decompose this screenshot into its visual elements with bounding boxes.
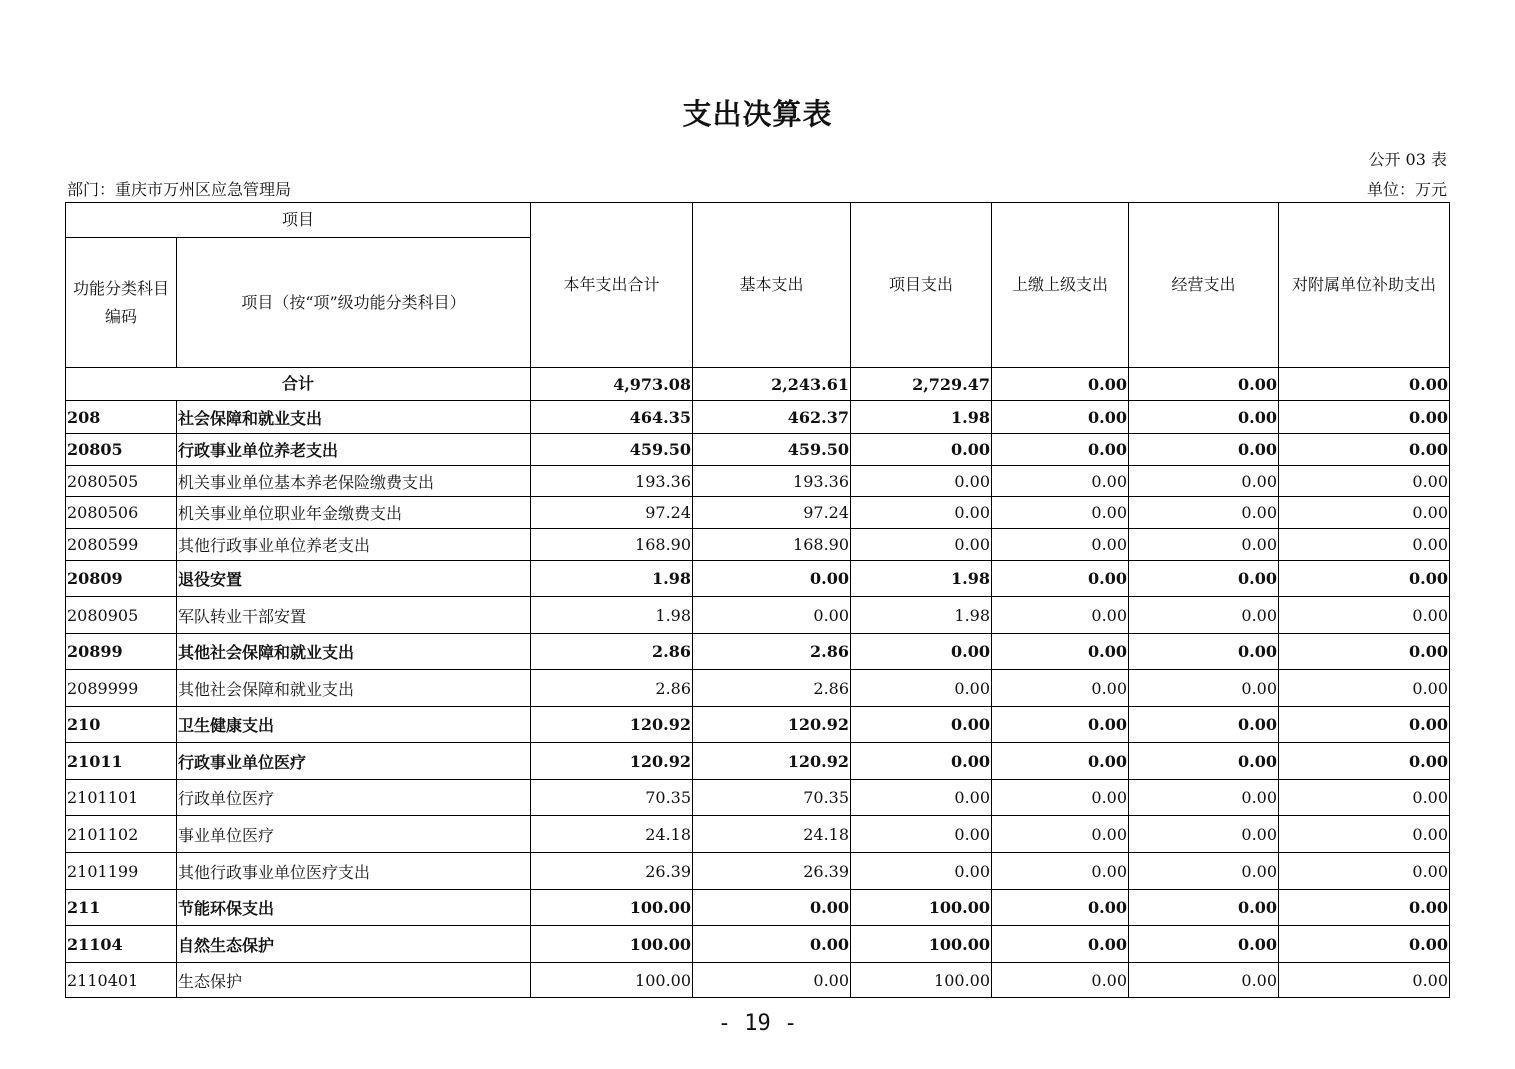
cell-subsidy: 0.00 bbox=[1279, 853, 1450, 890]
table-row bbox=[66, 634, 1450, 670]
cell-code: 208 bbox=[66, 401, 177, 434]
cell-code: 21011 bbox=[66, 743, 177, 780]
cell-basic: 120.92 bbox=[693, 707, 851, 743]
cell-upper: 0.00 bbox=[992, 963, 1129, 998]
table-row bbox=[66, 926, 1450, 963]
table-row bbox=[66, 434, 1450, 466]
cell-upper: 0.00 bbox=[992, 401, 1129, 434]
cell-code: 210 bbox=[66, 707, 177, 743]
expenditure-table bbox=[65, 202, 1450, 998]
cell-upper: 0.00 bbox=[992, 466, 1129, 497]
cell-business: 0.00 bbox=[1129, 561, 1279, 597]
cell-code: 2101101 bbox=[66, 780, 177, 816]
cell-project: 100.00 bbox=[851, 926, 992, 963]
cell-upper: 0.00 bbox=[992, 670, 1129, 707]
cell-basic: 168.90 bbox=[693, 529, 851, 561]
cell-business: 0.00 bbox=[1129, 529, 1279, 561]
summary-business: 0.00 bbox=[1129, 368, 1279, 401]
cell-basic: 0.00 bbox=[693, 926, 851, 963]
cell-project: 0.00 bbox=[851, 707, 992, 743]
cell-basic: 0.00 bbox=[693, 597, 851, 634]
cell-code: 20899 bbox=[66, 634, 177, 670]
cell-basic: 0.00 bbox=[693, 963, 851, 998]
cell-total: 100.00 bbox=[531, 926, 693, 963]
table-row bbox=[66, 597, 1450, 634]
header-subsidy: 对附属单位补助支出 bbox=[1279, 203, 1450, 368]
cell-upper: 0.00 bbox=[992, 707, 1129, 743]
cell-upper: 0.00 bbox=[992, 497, 1129, 529]
cell-project: 0.00 bbox=[851, 634, 992, 670]
cell-business: 0.00 bbox=[1129, 890, 1279, 926]
cell-project: 0.00 bbox=[851, 780, 992, 816]
cell-total: 2.86 bbox=[531, 670, 693, 707]
cell-total: 100.00 bbox=[531, 890, 693, 926]
cell-basic: 2.86 bbox=[693, 634, 851, 670]
cell-subsidy: 0.00 bbox=[1279, 634, 1450, 670]
cell-subsidy: 0.00 bbox=[1279, 890, 1450, 926]
cell-basic: 462.37 bbox=[693, 401, 851, 434]
table-row bbox=[66, 816, 1450, 853]
cell-name: 其他行政事业单位医疗支出 bbox=[177, 853, 531, 890]
cell-upper: 0.00 bbox=[992, 597, 1129, 634]
cell-subsidy: 0.00 bbox=[1279, 743, 1450, 780]
cell-code: 20809 bbox=[66, 561, 177, 597]
cell-subsidy: 0.00 bbox=[1279, 434, 1450, 466]
cell-basic: 97.24 bbox=[693, 497, 851, 529]
cell-project: 0.00 bbox=[851, 497, 992, 529]
table-row bbox=[66, 670, 1450, 707]
cell-upper: 0.00 bbox=[992, 816, 1129, 853]
cell-basic: 26.39 bbox=[693, 853, 851, 890]
cell-business: 0.00 bbox=[1129, 497, 1279, 529]
cell-subsidy: 0.00 bbox=[1279, 401, 1450, 434]
cell-total: 464.35 bbox=[531, 401, 693, 434]
cell-name: 社会保障和就业支出 bbox=[177, 401, 531, 434]
cell-basic: 0.00 bbox=[693, 890, 851, 926]
cell-name: 退役安置 bbox=[177, 561, 531, 597]
summary-project: 2,729.47 bbox=[851, 368, 992, 401]
header-code: 功能分类科目编码 bbox=[66, 238, 177, 368]
cell-project: 0.00 bbox=[851, 853, 992, 890]
cell-basic: 459.50 bbox=[693, 434, 851, 466]
cell-code: 21104 bbox=[66, 926, 177, 963]
cell-subsidy: 0.00 bbox=[1279, 529, 1450, 561]
cell-project: 0.00 bbox=[851, 743, 992, 780]
cell-business: 0.00 bbox=[1129, 466, 1279, 497]
cell-subsidy: 0.00 bbox=[1279, 707, 1450, 743]
cell-project: 1.98 bbox=[851, 597, 992, 634]
cell-total: 120.92 bbox=[531, 743, 693, 780]
cell-business: 0.00 bbox=[1129, 963, 1279, 998]
cell-business: 0.00 bbox=[1129, 670, 1279, 707]
cell-name: 行政事业单位医疗 bbox=[177, 743, 531, 780]
cell-project: 0.00 bbox=[851, 529, 992, 561]
cell-basic: 2.86 bbox=[693, 670, 851, 707]
cell-code: 2080905 bbox=[66, 597, 177, 634]
summary-label: 合计 bbox=[66, 368, 531, 401]
cell-total: 1.98 bbox=[531, 561, 693, 597]
header-project: 项目支出 bbox=[851, 203, 992, 368]
cell-total: 2.86 bbox=[531, 634, 693, 670]
cell-code: 2101199 bbox=[66, 853, 177, 890]
table-row bbox=[66, 890, 1450, 926]
cell-subsidy: 0.00 bbox=[1279, 497, 1450, 529]
cell-business: 0.00 bbox=[1129, 707, 1279, 743]
header-basic: 基本支出 bbox=[693, 203, 851, 368]
cell-name: 其他社会保障和就业支出 bbox=[177, 634, 531, 670]
cell-total: 100.00 bbox=[531, 963, 693, 998]
page-title: 支出决算表 bbox=[682, 97, 833, 131]
cell-total: 97.24 bbox=[531, 497, 693, 529]
cell-name: 生态保护 bbox=[177, 963, 531, 998]
cell-project: 0.00 bbox=[851, 670, 992, 707]
cell-code: 2080599 bbox=[66, 529, 177, 561]
cell-upper: 0.00 bbox=[992, 434, 1129, 466]
cell-upper: 0.00 bbox=[992, 890, 1129, 926]
cell-basic: 24.18 bbox=[693, 816, 851, 853]
cell-upper: 0.00 bbox=[992, 529, 1129, 561]
summary-row bbox=[66, 368, 1450, 401]
table-row bbox=[66, 707, 1450, 743]
cell-upper: 0.00 bbox=[992, 853, 1129, 890]
table-row bbox=[66, 853, 1450, 890]
table-row bbox=[66, 401, 1450, 434]
cell-code: 2080506 bbox=[66, 497, 177, 529]
cell-subsidy: 0.00 bbox=[1279, 597, 1450, 634]
cell-subsidy: 0.00 bbox=[1279, 780, 1450, 816]
summary-subsidy: 0.00 bbox=[1279, 368, 1450, 401]
form-number: 公开 03 表 bbox=[1368, 150, 1447, 169]
cell-name: 行政单位医疗 bbox=[177, 780, 531, 816]
unit-label: 单位：万元 bbox=[1366, 180, 1447, 199]
cell-name: 自然生态保护 bbox=[177, 926, 531, 963]
cell-basic: 0.00 bbox=[693, 561, 851, 597]
cell-name: 卫生健康支出 bbox=[177, 707, 531, 743]
cell-project: 1.98 bbox=[851, 561, 992, 597]
header-total: 本年支出合计 bbox=[531, 203, 693, 368]
cell-business: 0.00 bbox=[1129, 401, 1279, 434]
cell-total: 1.98 bbox=[531, 597, 693, 634]
cell-project: 0.00 bbox=[851, 434, 992, 466]
table-row bbox=[66, 963, 1450, 998]
table-row bbox=[66, 780, 1450, 816]
header-item: 项目 bbox=[66, 203, 531, 238]
cell-project: 0.00 bbox=[851, 466, 992, 497]
cell-upper: 0.00 bbox=[992, 634, 1129, 670]
cell-subsidy: 0.00 bbox=[1279, 670, 1450, 707]
cell-project: 100.00 bbox=[851, 963, 992, 998]
cell-total: 70.35 bbox=[531, 780, 693, 816]
cell-business: 0.00 bbox=[1129, 816, 1279, 853]
table-row bbox=[66, 497, 1450, 529]
header-business: 经营支出 bbox=[1129, 203, 1279, 368]
cell-name: 其他社会保障和就业支出 bbox=[177, 670, 531, 707]
cell-business: 0.00 bbox=[1129, 634, 1279, 670]
cell-upper: 0.00 bbox=[992, 743, 1129, 780]
cell-total: 120.92 bbox=[531, 707, 693, 743]
cell-upper: 0.00 bbox=[992, 926, 1129, 963]
cell-name: 机关事业单位基本养老保险缴费支出 bbox=[177, 466, 531, 497]
cell-upper: 0.00 bbox=[992, 561, 1129, 597]
cell-total: 193.36 bbox=[531, 466, 693, 497]
cell-total: 459.50 bbox=[531, 434, 693, 466]
table-row bbox=[66, 743, 1450, 780]
cell-business: 0.00 bbox=[1129, 743, 1279, 780]
cell-subsidy: 0.00 bbox=[1279, 466, 1450, 497]
department-label: 部门：重庆市万州区应急管理局 bbox=[67, 180, 292, 199]
cell-code: 2080505 bbox=[66, 466, 177, 497]
summary-upper: 0.00 bbox=[992, 368, 1129, 401]
cell-business: 0.00 bbox=[1129, 597, 1279, 634]
cell-name: 事业单位医疗 bbox=[177, 816, 531, 853]
cell-subsidy: 0.00 bbox=[1279, 926, 1450, 963]
cell-business: 0.00 bbox=[1129, 926, 1279, 963]
header-row-1 bbox=[66, 203, 1450, 238]
table-row bbox=[66, 561, 1450, 597]
summary-total: 4,973.08 bbox=[531, 368, 693, 401]
cell-basic: 120.92 bbox=[693, 743, 851, 780]
cell-code: 211 bbox=[66, 890, 177, 926]
cell-code: 2110401 bbox=[66, 963, 177, 998]
cell-name: 机关事业单位职业年金缴费支出 bbox=[177, 497, 531, 529]
cell-code: 2089999 bbox=[66, 670, 177, 707]
cell-subsidy: 0.00 bbox=[1279, 816, 1450, 853]
cell-name: 节能环保支出 bbox=[177, 890, 531, 926]
cell-business: 0.00 bbox=[1129, 780, 1279, 816]
header-upper: 上缴上级支出 bbox=[992, 203, 1129, 368]
summary-basic: 2,243.61 bbox=[693, 368, 851, 401]
cell-code: 20805 bbox=[66, 434, 177, 466]
cell-total: 168.90 bbox=[531, 529, 693, 561]
cell-business: 0.00 bbox=[1129, 434, 1279, 466]
table-row bbox=[66, 529, 1450, 561]
page-number: - 19 - bbox=[717, 1011, 798, 1036]
cell-name: 军队转业干部安置 bbox=[177, 597, 531, 634]
cell-project: 1.98 bbox=[851, 401, 992, 434]
cell-basic: 70.35 bbox=[693, 780, 851, 816]
cell-total: 24.18 bbox=[531, 816, 693, 853]
cell-total: 26.39 bbox=[531, 853, 693, 890]
cell-subsidy: 0.00 bbox=[1279, 963, 1450, 998]
cell-project: 0.00 bbox=[851, 816, 992, 853]
cell-name: 其他行政事业单位养老支出 bbox=[177, 529, 531, 561]
cell-name: 行政事业单位养老支出 bbox=[177, 434, 531, 466]
cell-code: 2101102 bbox=[66, 816, 177, 853]
cell-business: 0.00 bbox=[1129, 853, 1279, 890]
cell-upper: 0.00 bbox=[992, 780, 1129, 816]
cell-project: 100.00 bbox=[851, 890, 992, 926]
cell-basic: 193.36 bbox=[693, 466, 851, 497]
header-name: 项目（按“项”级功能分类科目） bbox=[177, 238, 531, 368]
table-row bbox=[66, 466, 1450, 497]
cell-subsidy: 0.00 bbox=[1279, 561, 1450, 597]
